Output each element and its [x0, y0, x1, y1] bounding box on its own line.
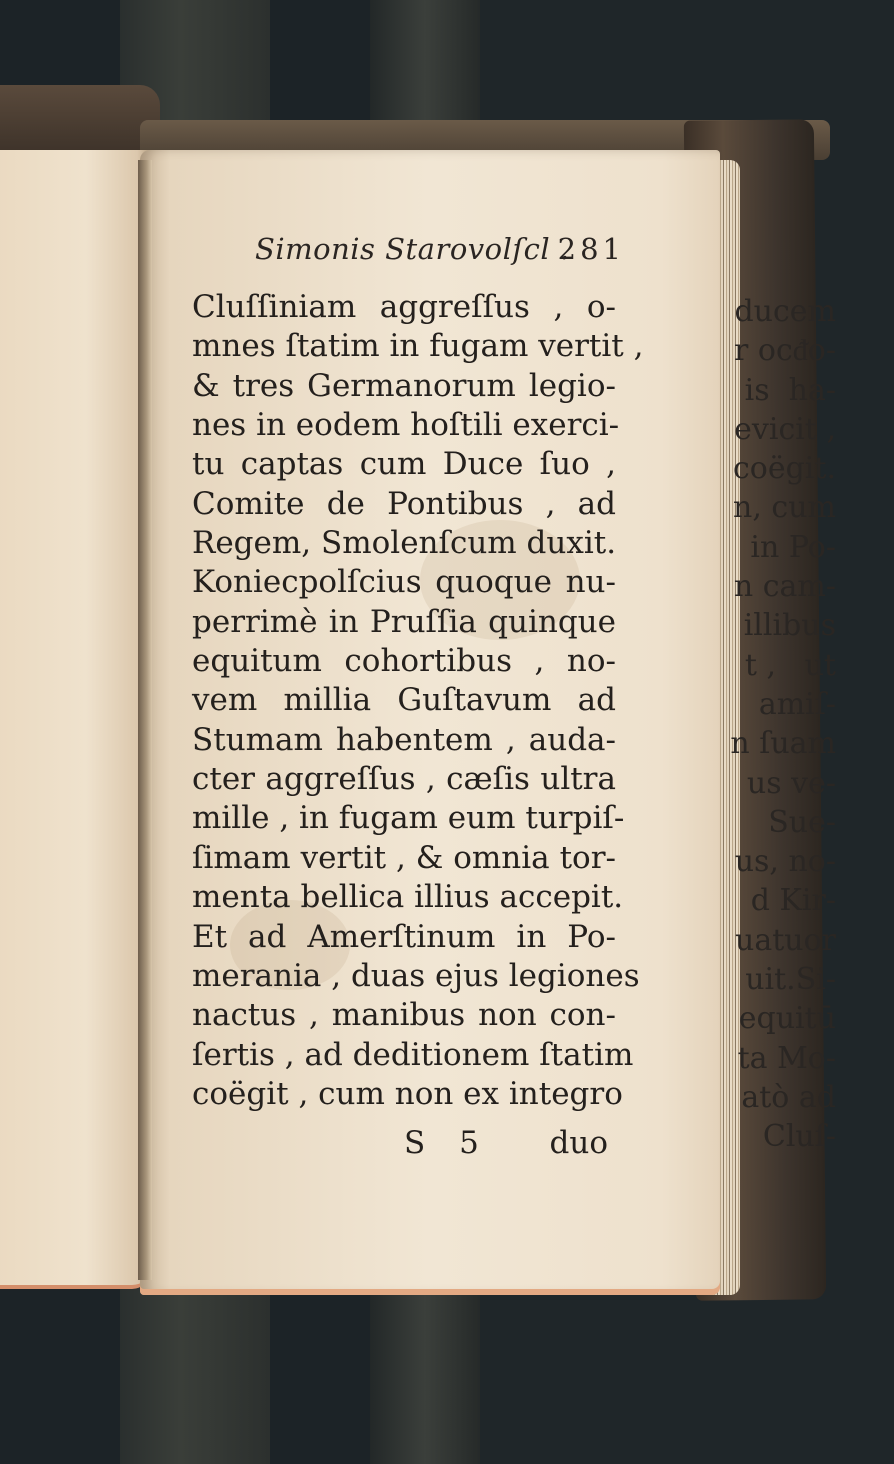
text-line: Sue-	[768, 804, 836, 840]
text-line: & tres Germanorum legio-	[192, 367, 616, 404]
text-line: ſimam vertit , & omnia tor-	[192, 839, 616, 876]
text-line: perrimè in Pruſſia quinque	[192, 603, 616, 640]
page-number: 281	[557, 232, 625, 266]
text-line: Koniecpolſcius quoque nu-	[192, 564, 616, 601]
text-line: illibus	[743, 608, 836, 644]
text-line: mnes ſtatim in fugam vertit ,	[192, 328, 644, 365]
text-line: Regem, Smolenſcum duxit.	[192, 525, 617, 562]
signature-mark: S 5	[404, 1125, 491, 1161]
text-line: coëgit , cum non ex integro	[192, 1075, 623, 1112]
text-line: equitū	[738, 1001, 836, 1037]
left-cover	[0, 85, 160, 155]
text-line: uatuor	[735, 922, 836, 958]
text-line: in Po-	[750, 529, 836, 565]
text-line: cter aggreſſus , cæſis ultra	[192, 761, 616, 798]
text-line: amiſ-	[758, 686, 836, 722]
text-line: n ſuam	[730, 726, 836, 762]
catchword: duo	[549, 1125, 608, 1161]
text-line: is ha-	[744, 372, 836, 408]
text-line: ſertis , ad deditionem ſtatim	[192, 1036, 634, 1073]
text-line: nes in eodem hoſtili exerci-	[192, 407, 620, 444]
text-line: Stumam habentem , auda-	[192, 721, 616, 758]
text-line: Comite de Pontibus , ad	[192, 485, 616, 522]
text-line: evicit ,	[734, 411, 836, 447]
text-line: r ocᵭo-	[734, 333, 836, 369]
book-gutter	[138, 160, 152, 1280]
text-line: us ve-	[746, 765, 836, 801]
text-line: uit.Si-	[745, 962, 836, 998]
text-line: vem millia Guſtavum ad	[192, 682, 616, 719]
body-text	[192, 288, 644, 1114]
text-line: equitum cohortibus , no-	[192, 643, 616, 680]
text-line: n cam-	[733, 569, 836, 605]
text-line: Cluſ-	[762, 1119, 836, 1155]
text-line: n, cum	[733, 490, 836, 526]
running-head	[255, 232, 625, 276]
text-line: atò ad	[741, 1079, 836, 1115]
text-line: ta Mo-	[737, 1040, 836, 1076]
left-page	[0, 150, 150, 1289]
text-line: Cluſſiniam aggreſſus , o-	[192, 289, 616, 325]
text-line: t , ut	[744, 647, 836, 683]
text-line: d Kir-	[750, 883, 836, 919]
text-line: ducem	[734, 294, 836, 329]
page-footer	[192, 1125, 608, 1165]
text-line: tu captas cum Duce ſuo ,	[192, 446, 616, 483]
text-line: nactus , manibus non con-	[192, 997, 616, 1034]
running-head-title: Simonis Starovolſcl .	[255, 232, 570, 266]
text-line: mille , in fugam eum turpiſ-	[192, 800, 625, 837]
text-line: coëgit.	[732, 451, 836, 487]
text-line: us, no-	[734, 844, 836, 880]
text-line: Et ad Amerſtinum in Po-	[192, 918, 616, 955]
text-line: menta bellica illius accepit.	[192, 879, 624, 916]
text-line: merania , duas ejus legiones	[192, 957, 640, 994]
